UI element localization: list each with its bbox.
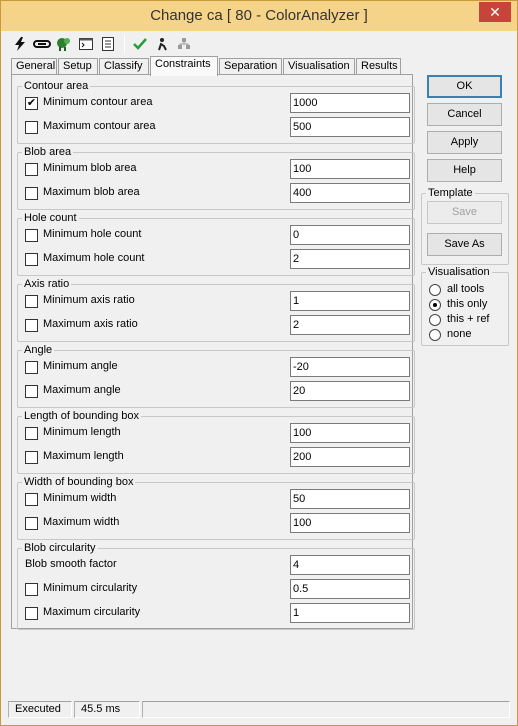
row-maximum-axis-ratio xyxy=(25,315,413,335)
radio-this-only[interactable] xyxy=(429,298,509,312)
row-maximum-width xyxy=(25,513,413,533)
group-hole-count xyxy=(17,212,415,276)
status-state: Executed xyxy=(8,701,72,718)
minimum-length-input[interactable]: 100 xyxy=(290,423,410,443)
bolt-icon[interactable] xyxy=(10,34,30,54)
maximum-length-label: Maximum length xyxy=(43,450,124,462)
row-minimum-circularity xyxy=(25,579,413,599)
minimum-blob-area-input[interactable]: 100 xyxy=(290,159,410,179)
radio-all-tools[interactable] xyxy=(429,283,509,297)
minimum-hole-count-label: Minimum hole count xyxy=(43,228,142,240)
minimum-hole-count-checkbox[interactable] xyxy=(25,229,38,242)
group-axis-ratio xyxy=(17,278,415,342)
maximum-circularity-label: Maximum circularity xyxy=(43,606,141,618)
maximum-axis-ratio-input[interactable]: 2 xyxy=(290,315,410,335)
checkmark-icon[interactable] xyxy=(130,34,150,54)
close-button[interactable] xyxy=(479,2,511,22)
radio-label: this only xyxy=(447,298,488,310)
title-bar[interactable] xyxy=(1,1,517,31)
row-maximum-angle xyxy=(25,381,413,401)
row-maximum-hole-count xyxy=(25,249,413,269)
radio-button[interactable] xyxy=(429,329,441,341)
cancel-button[interactable]: Cancel xyxy=(427,103,502,126)
maximum-angle-input[interactable]: 20 xyxy=(290,381,410,401)
radio-label: none xyxy=(447,328,472,340)
blob-smooth-factor-input[interactable]: 4 xyxy=(290,555,410,575)
group-title: Angle xyxy=(24,344,53,356)
group-width-of-bounding-box xyxy=(17,476,415,540)
maximum-blob-area-checkbox[interactable] xyxy=(25,187,38,200)
minimum-width-input[interactable]: 50 xyxy=(290,489,410,509)
ok-button[interactable]: OK xyxy=(427,75,502,98)
apply-button[interactable]: Apply xyxy=(427,131,502,154)
radio-label: this + ref xyxy=(447,313,490,325)
group-angle xyxy=(17,344,415,408)
radio-none[interactable] xyxy=(429,328,509,342)
row-blob-smooth-factor xyxy=(25,555,413,575)
run-icon[interactable] xyxy=(152,34,172,54)
visualisation-group xyxy=(421,266,509,346)
group-title: Contour area xyxy=(24,80,89,92)
group-title: Width of bounding box xyxy=(24,476,134,488)
group-length-of-bounding-box xyxy=(17,410,415,474)
radio-button[interactable] xyxy=(429,284,441,296)
maximum-contour-area-input[interactable]: 500 xyxy=(290,117,410,137)
radio-this-plus-ref[interactable] xyxy=(429,313,509,327)
maximum-hole-count-input[interactable]: 2 xyxy=(290,249,410,269)
maximum-axis-ratio-checkbox[interactable] xyxy=(25,319,38,332)
tab-results[interactable]: Results xyxy=(356,58,401,75)
group-contour-area xyxy=(17,80,415,144)
tab-constraints[interactable]: Constraints xyxy=(150,56,218,76)
group-title: Hole count xyxy=(24,212,77,224)
client-area xyxy=(8,31,510,719)
save-button[interactable]: Save xyxy=(427,201,502,224)
tab-visualisation[interactable]: Visualisation xyxy=(283,58,355,75)
row-minimum-width xyxy=(25,489,413,509)
minimum-blob-area-label: Minimum blob area xyxy=(43,162,137,174)
group-title: Blob circularity xyxy=(24,542,96,554)
maximum-length-input[interactable]: 200 xyxy=(290,447,410,467)
group-blob-circularity xyxy=(17,542,415,630)
help-button[interactable]: Help xyxy=(427,159,502,182)
group-blob-area xyxy=(17,146,415,210)
minimum-width-label: Minimum width xyxy=(43,492,117,504)
minimum-length-label: Minimum length xyxy=(43,426,121,438)
maximum-angle-checkbox[interactable] xyxy=(25,385,38,398)
minimum-contour-area-label: Minimum contour area xyxy=(43,96,153,108)
tab-setup[interactable]: Setup xyxy=(58,58,98,75)
minimum-hole-count-input[interactable]: 0 xyxy=(290,225,410,245)
close-icon: ✕ xyxy=(489,4,501,20)
maximum-circularity-input[interactable]: 1 xyxy=(290,603,410,623)
status-bar xyxy=(8,700,510,719)
row-minimum-contour-area xyxy=(25,93,413,113)
maximum-width-label: Maximum width xyxy=(43,516,120,528)
row-maximum-blob-area xyxy=(25,183,413,203)
minimum-axis-ratio-label: Minimum axis ratio xyxy=(43,294,135,306)
radio-label: all tools xyxy=(447,283,485,295)
console-icon[interactable] xyxy=(76,34,96,54)
maximum-width-checkbox[interactable] xyxy=(25,517,38,530)
minimum-contour-area-input[interactable]: 1000 xyxy=(290,93,410,113)
maximum-length-checkbox[interactable] xyxy=(25,451,38,464)
maximum-contour-area-label: Maximum contour area xyxy=(43,120,156,132)
radio-button[interactable] xyxy=(429,299,441,311)
minimum-circularity-label: Minimum circularity xyxy=(43,582,138,594)
minimum-circularity-input[interactable]: 0.5 xyxy=(290,579,410,599)
maximum-axis-ratio-label: Maximum axis ratio xyxy=(43,318,138,330)
maximum-hole-count-checkbox[interactable] xyxy=(25,253,38,266)
notes-icon[interactable] xyxy=(98,34,118,54)
tab-separation[interactable]: Separation xyxy=(219,58,282,75)
network-icon[interactable] xyxy=(174,34,194,54)
maximum-angle-label: Maximum angle xyxy=(43,384,121,396)
row-minimum-hole-count xyxy=(25,225,413,245)
tab-general[interactable]: General xyxy=(11,58,57,75)
group-title: Blob area xyxy=(24,146,72,158)
visualisation-title: Visualisation xyxy=(428,266,490,278)
group-title: Length of bounding box xyxy=(24,410,139,422)
group-title: Axis ratio xyxy=(24,278,70,290)
status-time: 45.5 ms xyxy=(74,701,140,718)
minimum-axis-ratio-checkbox[interactable] xyxy=(25,295,38,308)
camel-icon[interactable] xyxy=(54,34,74,54)
check-mark-icon: ✔ xyxy=(26,97,37,109)
minimum-axis-ratio-input[interactable]: 1 xyxy=(290,291,410,311)
minimum-angle-input[interactable]: -20 xyxy=(290,357,410,377)
row-minimum-length xyxy=(25,423,413,443)
minimum-contour-area-checkbox[interactable] xyxy=(25,97,38,110)
minimum-angle-label: Minimum angle xyxy=(43,360,118,372)
maximum-circularity-checkbox[interactable] xyxy=(25,607,38,620)
blob-smooth-factor-label: Blob smooth factor xyxy=(25,558,117,570)
row-maximum-length xyxy=(25,447,413,467)
maximum-blob-area-input[interactable]: 400 xyxy=(290,183,410,203)
minimum-width-checkbox[interactable] xyxy=(25,493,38,506)
maximum-blob-area-label: Maximum blob area xyxy=(43,186,140,198)
minimum-blob-area-checkbox[interactable] xyxy=(25,163,38,176)
toolbar-separator xyxy=(124,35,125,53)
row-maximum-circularity xyxy=(25,603,413,623)
minimum-circularity-checkbox[interactable] xyxy=(25,583,38,596)
window-title: Change ca [ 80 - ColorAnalyzer ] xyxy=(150,7,368,24)
constraints-panel xyxy=(11,74,413,629)
toolbar xyxy=(10,33,230,55)
link-icon[interactable] xyxy=(32,34,52,54)
minimum-length-checkbox[interactable] xyxy=(25,427,38,440)
row-minimum-angle xyxy=(25,357,413,377)
maximum-hole-count-label: Maximum hole count xyxy=(43,252,145,264)
radio-button[interactable] xyxy=(429,314,441,326)
minimum-angle-checkbox[interactable] xyxy=(25,361,38,374)
maximum-contour-area-checkbox[interactable] xyxy=(25,121,38,134)
row-maximum-contour-area xyxy=(25,117,413,137)
row-minimum-axis-ratio xyxy=(25,291,413,311)
row-minimum-blob-area xyxy=(25,159,413,179)
status-empty xyxy=(142,701,510,718)
maximum-width-input[interactable]: 100 xyxy=(290,513,410,533)
save-as-button[interactable]: Save As xyxy=(427,233,502,256)
template-title: Template xyxy=(428,187,473,199)
tab-classify[interactable]: Classify xyxy=(99,58,149,75)
